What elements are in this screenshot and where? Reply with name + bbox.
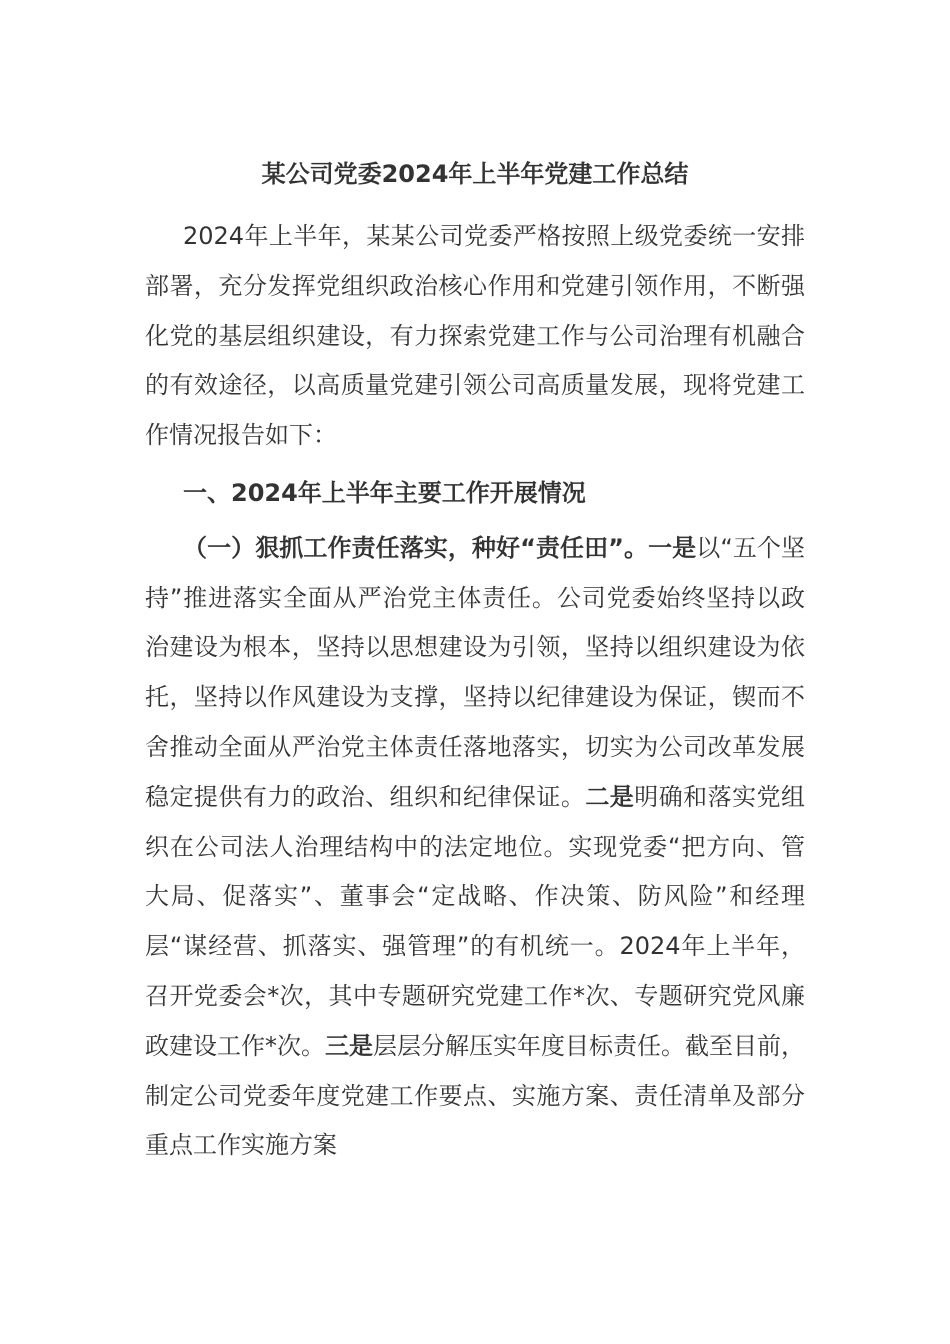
- point-1-label: 一是: [648, 533, 697, 562]
- point-2-text: 明确和落实党组织在公司法人治理结构中的法定地位。实现党委“把方向、管大局、促落实”、董事会“定战略、作决策、防风险”和经理层“谋经营、抓落实、强管理”的有机统一。2024年上半年，召开党委会*次，其中专题研究党建工作*次、专题研究党风廉政建设工作*次。: [145, 782, 806, 1060]
- section-heading: 一、2024年上半年主要工作开展情况: [183, 478, 586, 507]
- intro-paragraph: 2024年上半年，某某公司党委严格按照上级党委统一安排部署，充分发挥党组织政治核心作用和党建引领作用，不断强化党的基层组织建设，有力探索党建工作与公司治理有机融合的有效途径，以高质量党建引领公司高质量发展，现将党建工作情况报告如下：: [145, 222, 805, 450]
- document-body: [145, 212, 805, 1171]
- document-title: 某公司党委2024年上半年党建工作总结: [261, 160, 689, 188]
- point-3-text: 层层分解压实年度目标责任。截至目前，制定公司党委年度党建工作要点、实施方案、责任清单及部分重点工作实施方案: [145, 1031, 805, 1160]
- point-1-text: 以“五个坚持”推进落实全面从严治党主体责任。公司党委始终坚持以政治建设为根本，坚持以思想建设为引领，坚持以组织建设为依托，坚持以作风建设为支撑，坚持以纪律建设为保证，锲而不舍推动全面从严治党主体责任落地落实，切实为公司改革发展稳定提供有力的政治、组织和纪律保证。: [145, 533, 806, 811]
- subsection-paragraph: [145, 524, 805, 1171]
- subsection-heading: （一）狠抓工作责任落实，种好“责任田”。: [183, 533, 649, 562]
- point-2-label: 二是: [585, 782, 635, 811]
- point-3-label: 三是: [325, 1031, 373, 1060]
